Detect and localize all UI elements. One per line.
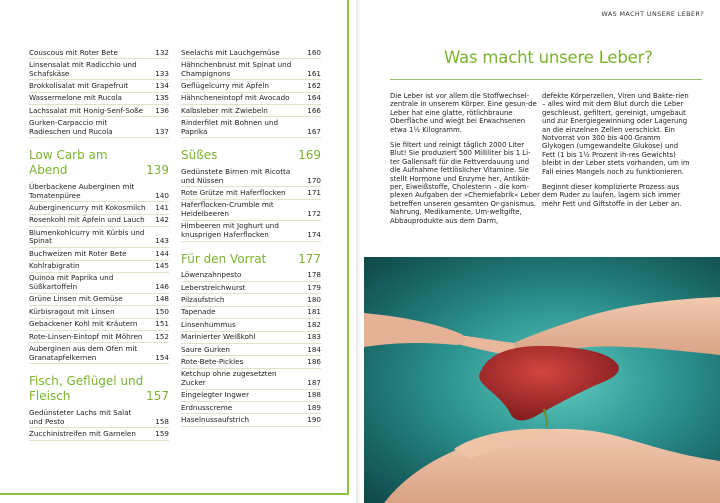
entry-title: Lachssalat mit Honig-Senf-Soße (29, 105, 144, 115)
entry-title: Auberginen aus dem Ofen mit Granatapfelkernen (29, 343, 138, 362)
page-number: 150 (155, 306, 169, 316)
page-number: 179 (307, 282, 321, 292)
page-number: 183 (307, 332, 321, 342)
entry-title: Geflügelcurry mit Äpfeln (181, 80, 269, 90)
toc-entry (181, 270, 321, 282)
toc-entry (181, 93, 321, 105)
toc-column-1 (29, 47, 169, 441)
entry-title: Quinoa mit Paprika und Süßkartoffeln (29, 273, 114, 292)
paragraph: Beginnt dieser komplizierte Prozess aus dem Ruder zu laufen, lagern sich immer mehr Fett und Giftstoffe in der Leber an. (542, 183, 682, 208)
toc-section-heading (29, 374, 169, 404)
page-number: 137 (155, 126, 169, 136)
toc-entry (181, 200, 321, 221)
section-title: Low Carb am Abend (29, 148, 108, 178)
toc-entry (29, 202, 169, 214)
page-number: 172 (307, 208, 321, 218)
toc-section-heading (181, 252, 321, 267)
page-number: 161 (307, 68, 321, 78)
page-number: 186 (307, 356, 321, 366)
page-number: 171 (307, 188, 321, 197)
toc-entry (29, 47, 169, 59)
toc-entry (181, 369, 321, 390)
toc-entry (29, 306, 169, 318)
hands-holding-liver-photo (364, 257, 720, 503)
entry-title: Pilzaufstrich (181, 295, 225, 305)
page-number: 177 (298, 251, 321, 266)
page-number: 167 (307, 126, 321, 136)
entry-title: Linsenhummus (181, 319, 236, 329)
page-number: 141 (155, 203, 169, 212)
toc-entry (181, 332, 321, 344)
page-number: 182 (307, 319, 321, 329)
toc-entry (181, 187, 321, 199)
toc-entry (181, 59, 321, 80)
page-number: 146 (155, 282, 169, 292)
page-number: 174 (307, 229, 321, 239)
toc-entry (181, 47, 321, 59)
toc-entry (181, 294, 321, 306)
toc-entry (29, 273, 169, 294)
toc-entry (29, 227, 169, 248)
toc-entry (29, 105, 169, 117)
toc-entry (29, 248, 169, 260)
toc-entry (181, 307, 321, 319)
entry-title: Grüne Linsen mit Gemüse (29, 294, 123, 304)
page-number: 187 (307, 377, 321, 387)
toc-entry (29, 80, 169, 92)
entry-title: Marinierter Weißkohl (181, 332, 256, 342)
entry-title: Rote Grütze mit Haferflocken (181, 188, 286, 197)
toc-entry (181, 282, 321, 294)
toc-entry (181, 166, 321, 187)
toc-entry (29, 294, 169, 306)
toc-section-heading (29, 148, 169, 178)
entry-title: Wassermelone mit Rucola (29, 93, 122, 103)
entry-title: Tapenade (181, 307, 216, 317)
toc-entry (181, 344, 321, 356)
entry-title: Eingelegter Ingwer (181, 390, 250, 400)
page-number: 145 (155, 261, 169, 271)
entry-title: Couscous mit Roter Bete (29, 47, 118, 57)
toc-entry (29, 117, 169, 138)
toc-entry (181, 402, 321, 414)
page-number: 154 (155, 352, 169, 362)
toc-entry (29, 428, 169, 440)
page-number: 135 (155, 93, 169, 103)
toc-entry (181, 319, 321, 331)
page-number: 164 (307, 93, 321, 103)
entry-title: Gurken-Carpaccio mit Radieschen und Rucola (29, 118, 113, 136)
entry-title: Gedünstete Birnen mit Ricotta und Nüssen (181, 167, 291, 185)
toc-entry (181, 221, 321, 242)
toc-entry (181, 356, 321, 368)
toc-entry (29, 331, 169, 343)
toc-column-2 (181, 47, 321, 427)
entry-title: Erdnusscreme (181, 402, 233, 412)
page-number: 152 (155, 331, 169, 341)
entry-title: Ketchup ohne zugesetzten Zucker (181, 369, 277, 387)
section-title: Für den Vorrat (181, 251, 267, 266)
page-number: 151 (155, 319, 169, 329)
entry-title: Kürbisragout mit Linsen (29, 306, 115, 316)
entry-title: Gedünsteter Lachs mit Salat und Pesto (29, 407, 132, 426)
toc-entry (181, 117, 321, 138)
entry-title: Blumenkohlcurry mit Kürbis und Spinat (29, 227, 145, 246)
page-number: 140 (155, 190, 169, 200)
entry-title: Seelachs mit Lauchgemüse (181, 47, 280, 57)
paragraph: defekte Körperzellen, Viren und Bakte-rien – alles wird mit dem Blut durch die Leber geschleust, gefiltert, gereinigt, umgebaut und zur Energiegewinnung oder Lagerung an die einzelnen Zellen verschickt. Ein Notvorrat von 300 bis 400 Gramm Glykogen (umgewandelte Glukose) und Fett (1 bis 1½ Prozent ih-res Gewichts) bleibt in der Leber stets vorhanden, um im Fall eines Mangels noch zu funktionieren. (542, 92, 690, 176)
page-title: Was macht unsere Leber? (444, 48, 653, 67)
entry-title: Hähnchenbrust mit Spinat und Champignons (181, 59, 292, 78)
entry-title: Haferflocken-Crumble mit Heidelbeeren (181, 200, 274, 218)
paragraph: Sie filtert und reinigt täglich 2000 Liter Blut! Sie produziert 500 Milliliter bis 1 Li-ter Gallensaft für die Fettverdauung und die Aufnahme fettlöslicher Vitamine. Sie stellt Hormone und Enzyme her, Antikör-per, Eiweißstoffe, Cholesterin – die kom-plexen Aufgaben der »Chemiefabrik« Leber betreffen unseren gesamten Or-ganismus. Nahrung, Medikamente, Um-weltgifte, Abbauprodukte aus dem Darm, (390, 141, 540, 225)
body-text-column-2 (542, 92, 692, 215)
entry-title: Kalbsleber mit Zwiebeln (181, 105, 268, 115)
entry-title: Zucchinistreifen mit Garnelen (29, 428, 136, 438)
running-head: WAS MACHT UNSERE LEBER? (601, 10, 704, 18)
page-number: 170 (307, 175, 321, 185)
title-rule (390, 79, 702, 80)
entry-title: Löwenzahnpesto (181, 270, 242, 280)
toc-entry (29, 59, 169, 80)
entry-title: Kohlrabigratin (29, 261, 80, 271)
toc-entry (29, 261, 169, 273)
page-number: 188 (307, 390, 321, 400)
entry-title: Himbeeren mit Joghurt und knusprigen Haferflocken (181, 221, 279, 239)
page-number: 180 (307, 295, 321, 305)
paragraph: Die Leber ist vor allem die Stoffwechsel-zentrale in unserem Körper. Eine gesun-de Leber hat eine glatte, rötlichbraune Oberfläche und wiegt bei Erwachsenen etwa 1½ Kilogramm. (390, 92, 537, 134)
toc-entry (181, 80, 321, 92)
entry-title: Überbackene Auberginen mit Tomatenpüree (29, 182, 135, 200)
section-title: Süßes (181, 148, 218, 163)
page-number: 178 (307, 270, 321, 280)
entry-title: Auberginencurry mit Kokosmilch (29, 203, 146, 212)
toc-section-heading (181, 148, 321, 163)
page-number: 157 (146, 389, 169, 404)
photo-illustration (364, 257, 720, 503)
entry-title: Saure Gurken (181, 344, 230, 354)
toc-entry (29, 93, 169, 105)
entry-title: Leberstreichwurst (181, 282, 246, 292)
page-number: 166 (307, 105, 321, 115)
page-number: 190 (307, 415, 321, 425)
book-spine-shadow (356, 0, 364, 503)
page-number: 142 (155, 215, 169, 225)
entry-title: Linsensalat mit Radicchio und Schafskäse (29, 59, 137, 78)
page-number: 189 (307, 402, 321, 412)
page-number: 162 (307, 80, 321, 90)
toc-entry (29, 407, 169, 428)
body-text-column-1 (390, 92, 540, 232)
section-title: Fisch, Geflügel und Fleisch (29, 374, 144, 404)
entry-title: Brokkolisalat mit Grapefruit (29, 80, 129, 90)
toc-entry (29, 319, 169, 331)
entry-title: Haselnussaufstrich (181, 415, 250, 425)
page-number: 134 (155, 80, 169, 90)
toc-entry (181, 390, 321, 402)
page-number: 133 (155, 68, 169, 78)
entry-title: Rosenkohl mit Äpfeln und Lauch (29, 215, 145, 225)
toc-entry (181, 414, 321, 426)
page-number: 181 (307, 307, 321, 317)
page-number: 144 (155, 248, 169, 258)
page-number: 159 (155, 428, 169, 438)
entry-title: Hähncheneintopf mit Avocado (181, 93, 290, 103)
toc-entry (29, 181, 169, 202)
toc-entry (29, 215, 169, 227)
entry-title: Buchweizen mit Roter Bete (29, 248, 127, 258)
page-number: 136 (155, 105, 169, 115)
page-number: 169 (298, 148, 321, 163)
entry-title: Rote-Linsen-Eintopf mit Möhren (29, 331, 143, 341)
page-number: 160 (307, 47, 321, 57)
entry-title: Gebackener Kohl mit Kräutern (29, 319, 138, 329)
entry-title: Rote-Bete-Pickles (181, 356, 244, 366)
page-number: 139 (146, 163, 169, 178)
page-number: 158 (155, 416, 169, 426)
page-number: 184 (307, 344, 321, 354)
page-number: 132 (155, 47, 169, 57)
page-number: 148 (155, 294, 169, 304)
toc-entry (29, 343, 169, 364)
toc-entry (181, 105, 321, 117)
page-number: 143 (155, 236, 169, 246)
entry-title: Rinderfilet mit Bohnen und Paprika (181, 118, 279, 136)
